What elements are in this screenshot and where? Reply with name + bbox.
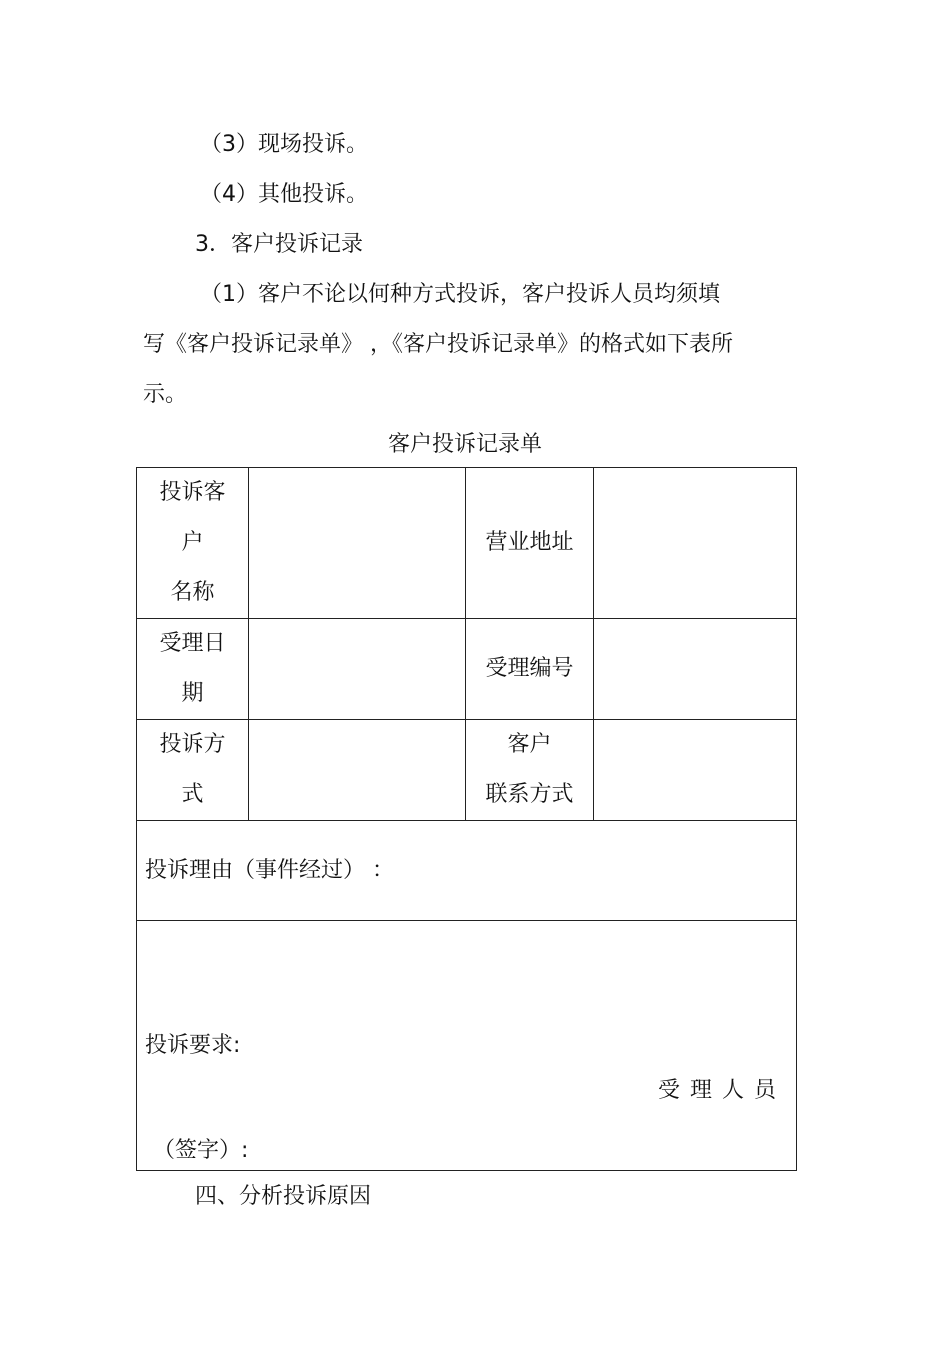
table-row xyxy=(137,921,797,1171)
customer-contact-label xyxy=(466,720,594,821)
label-line: 户 xyxy=(181,530,204,555)
handler-label: 受理人员 xyxy=(657,1078,786,1103)
paragraph-6: 示。 xyxy=(143,382,188,407)
complaint-record-table xyxy=(136,467,797,1171)
table-caption: 客户投诉记录单 xyxy=(387,432,542,457)
label-line: 受理日 xyxy=(159,631,226,656)
customer-name-label xyxy=(137,468,249,619)
paragraph-1: （3）现场投诉。 xyxy=(200,132,368,157)
customer-contact-field[interactable] xyxy=(594,720,797,821)
paragraph-5: 写《客户投诉记录单》 ，《客户投诉记录单》的格式如下表所 xyxy=(143,332,733,357)
label-line: 投诉方 xyxy=(159,732,226,757)
complaint-request-field[interactable] xyxy=(137,921,797,1171)
table-row xyxy=(137,720,797,821)
paragraph-2: （4）其他投诉。 xyxy=(200,182,368,207)
customer-name-field[interactable] xyxy=(249,468,466,619)
complaint-reason-field[interactable] xyxy=(137,821,797,921)
table-row xyxy=(137,619,797,720)
paragraph-4: （1）客户不论以何种方式投诉，客户投诉人员均须填 xyxy=(200,282,720,307)
accept-date-field[interactable] xyxy=(249,619,466,720)
business-address-label xyxy=(466,468,594,619)
label-line: 营业地址 xyxy=(485,530,574,555)
table-row xyxy=(137,821,797,921)
label-line: 式 xyxy=(181,782,204,807)
section-heading: 3．客户投诉记录 xyxy=(195,232,363,257)
label-line: 联系方式 xyxy=(485,782,574,807)
label-line: 期 xyxy=(181,681,204,706)
table-row xyxy=(137,468,797,619)
complaint-reason-label: 投诉理由（事件经过） ： xyxy=(145,857,394,883)
signature-label: （签字）: xyxy=(153,1138,249,1163)
complaint-request-label: 投诉要求: xyxy=(145,1032,241,1058)
complaint-method-label xyxy=(137,720,249,821)
accept-number-label xyxy=(466,619,594,720)
accept-date-label xyxy=(137,619,249,720)
section-heading-4: 四、分析投诉原因 xyxy=(195,1184,372,1209)
business-address-field[interactable] xyxy=(594,468,797,619)
label-line: 投诉客 xyxy=(159,480,226,505)
label-line: 客户 xyxy=(507,732,552,757)
complaint-method-field[interactable] xyxy=(249,720,466,821)
label-line: 名称 xyxy=(170,580,215,605)
accept-number-field[interactable] xyxy=(594,619,797,720)
label-line: 受理编号 xyxy=(485,656,574,681)
